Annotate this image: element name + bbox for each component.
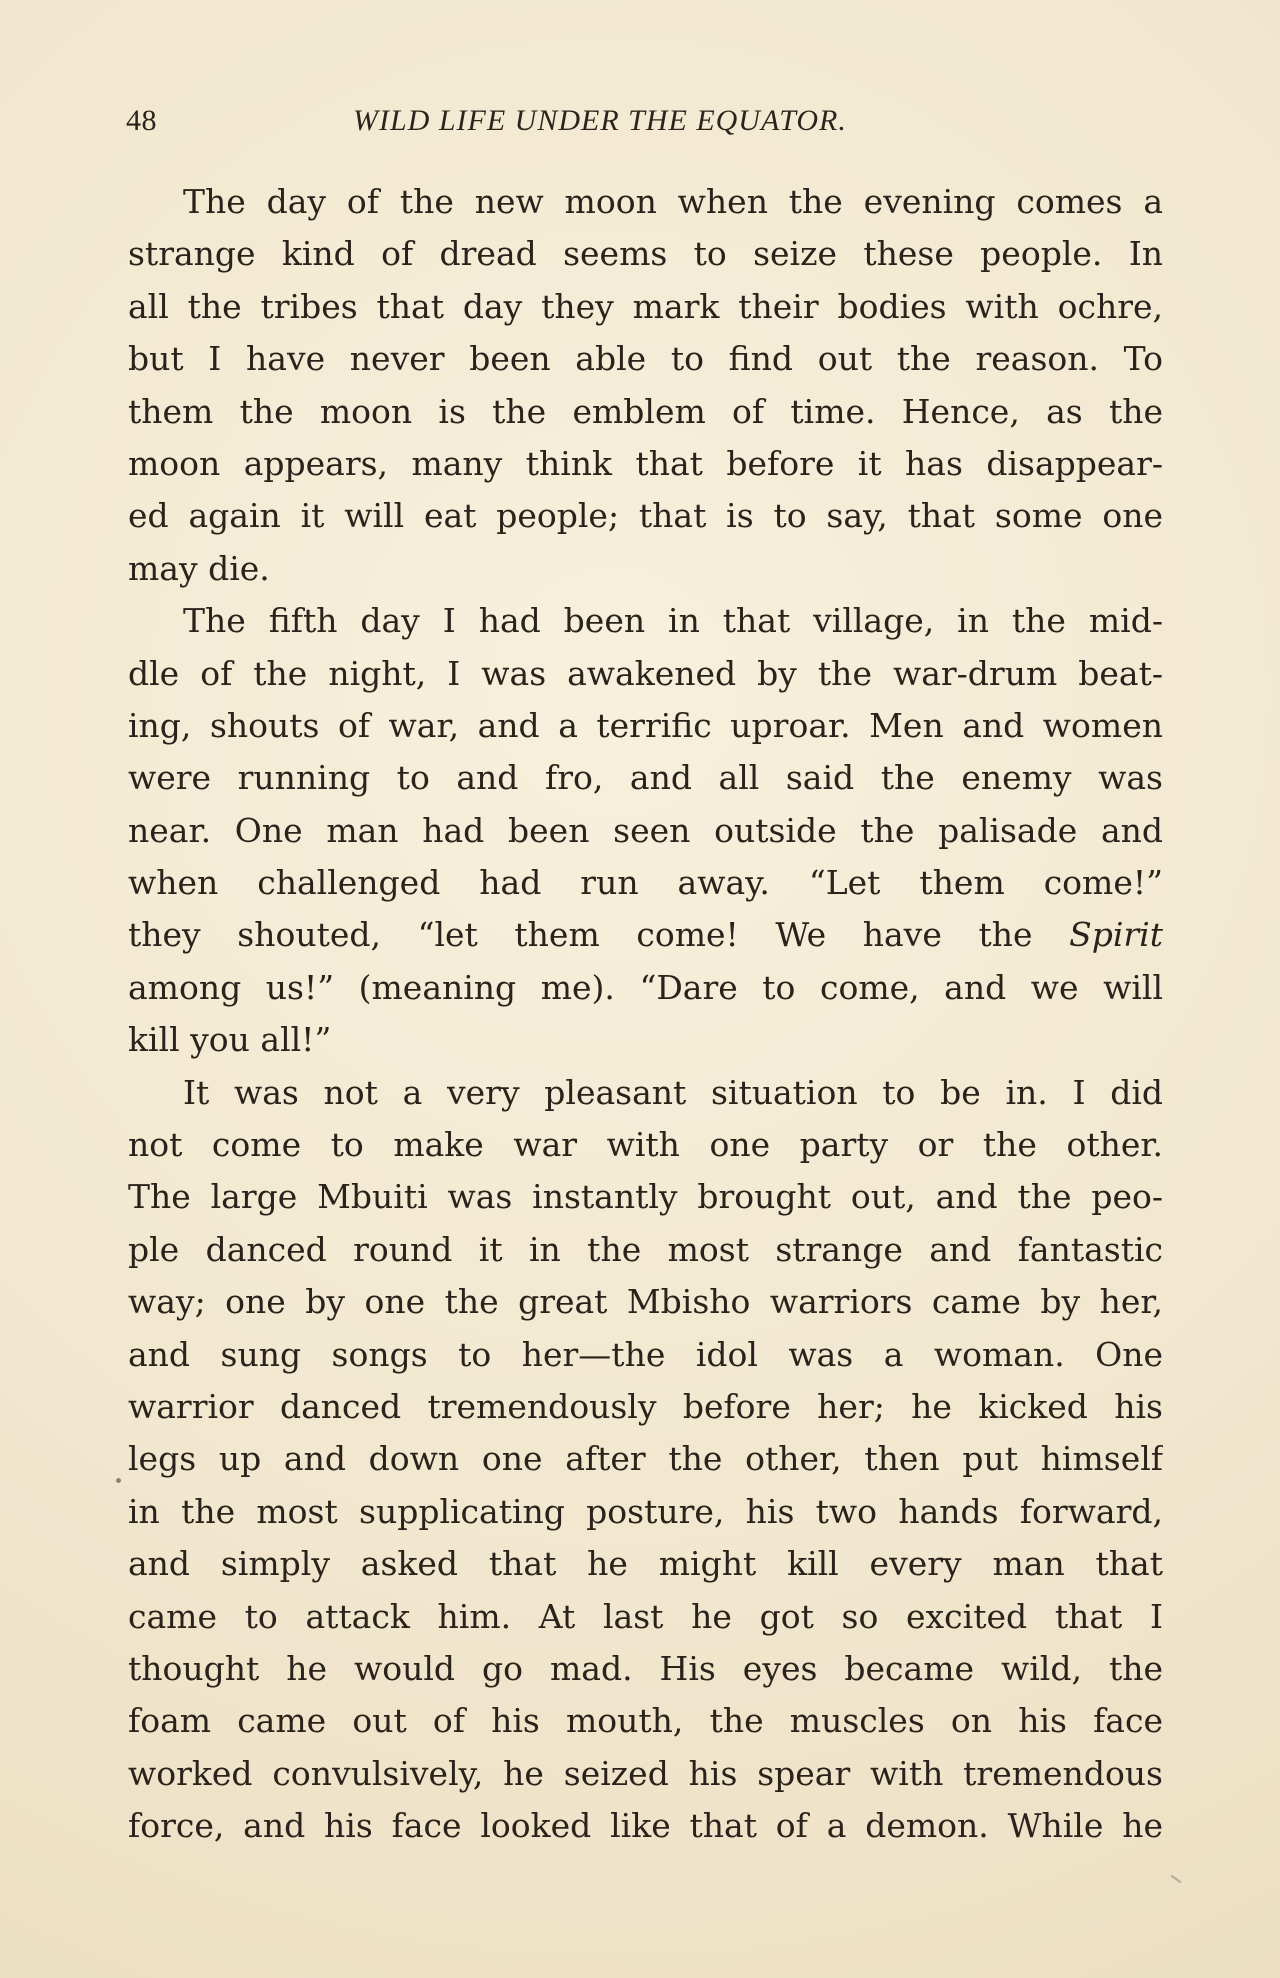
text-line: them the moon is the emblem of time. Hence, as the: [128, 391, 1163, 431]
text-line: ing, shouts of war, and a terrific uproar. Men and women: [128, 705, 1163, 745]
stray-ink-dot: [116, 1478, 121, 1483]
page-number: 48: [126, 104, 157, 137]
text-line: all the tribes that day they mark their bodies with ochre,: [128, 286, 1163, 326]
text-line: kill you all!”: [128, 1020, 332, 1060]
text-line: among us!” (meaning me). “Dare to come, and we will: [128, 967, 1163, 1007]
text-line: It was not a very pleasant situation to be in. I did: [183, 1072, 1163, 1112]
text-line: The large Mbuiti was instantly brought out, and the peo-: [128, 1177, 1163, 1217]
stray-ink-mark: [1171, 1875, 1182, 1884]
text-segment: they shouted, “let them come! We have the: [128, 915, 1070, 955]
page-header: [126, 104, 1166, 144]
text-line: moon appears, many think that before it has disappear-: [128, 443, 1163, 483]
text-line: but I have never been able to find out the reason. To: [128, 339, 1163, 379]
text-line: strange kind of dread seems to seize these people. In: [128, 234, 1163, 274]
text-line: The fifth day I had been in that village, in the mid-: [183, 601, 1163, 641]
text-line: force, and his face looked like that of a demon. While he: [128, 1806, 1163, 1846]
text-line: dle of the night, I was awakened by the war-drum beat-: [128, 653, 1163, 693]
text-line: The day of the new moon when the evening comes a: [183, 182, 1163, 221]
text-line: and simply asked that he might kill every man that: [128, 1544, 1163, 1584]
text-line: and sung songs to her—the idol was a woman. One: [128, 1334, 1163, 1374]
text-line: foam came out of his mouth, the muscles on his face: [128, 1701, 1163, 1741]
body-text: [128, 176, 1163, 1906]
text-line: thought he would go mad. His eyes became wild, the: [128, 1648, 1163, 1688]
text-line: near. One man had been seen outside the palisade and: [128, 810, 1163, 850]
italic-word: Spirit: [1069, 915, 1163, 955]
text-line: in the most supplicating posture, his two hands forward,: [128, 1491, 1163, 1531]
text-line-with-italic: [128, 909, 1163, 961]
text-line: warrior danced tremendously before her; he kicked his: [128, 1386, 1163, 1426]
text-line: way; one by one the great Mbisho warriors came by her,: [128, 1282, 1163, 1322]
text-line: were running to and fro, and all said the enemy was: [128, 758, 1163, 798]
text-line: may die.: [128, 548, 270, 588]
text-line: not come to make war with one party or the other.: [128, 1125, 1163, 1165]
text-line: legs up and down one after the other, then put himself: [128, 1439, 1163, 1479]
text-line: ple danced round it in the most strange and fantastic: [128, 1229, 1163, 1269]
text-line: worked convulsively, he seized his spear with tremendous: [128, 1753, 1163, 1793]
running-head: WILD LIFE UNDER THE EQUATOR.: [353, 104, 847, 137]
text-line: when challenged had run away. “Let them come!”: [128, 863, 1163, 903]
text-line: ed again it will eat people; that is to say, that some one: [128, 496, 1163, 536]
text-line: came to attack him. At last he got so excited that I: [128, 1596, 1163, 1636]
